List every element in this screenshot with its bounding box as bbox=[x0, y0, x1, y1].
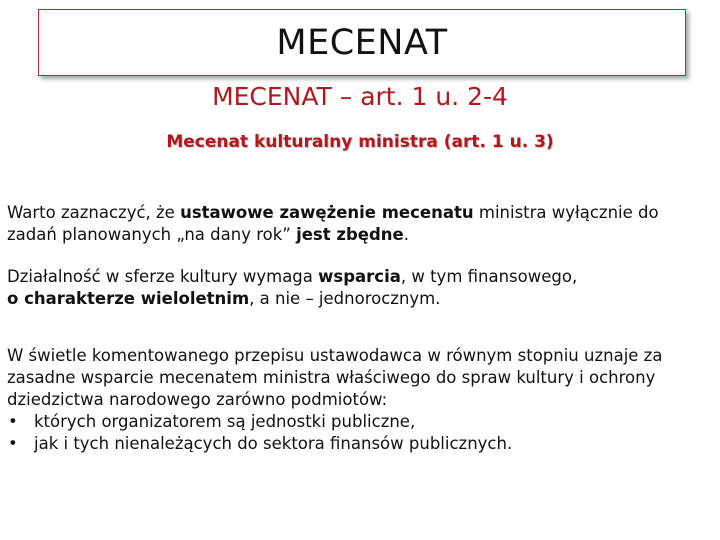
paragraph-2-bold-a: wsparcia bbox=[318, 267, 401, 286]
paragraph-2-bold-b: o charakterze wieloletnim bbox=[7, 289, 250, 308]
paragraph-2-text-c: , a nie – jednorocznym. bbox=[249, 289, 441, 308]
bullet-icon: • bbox=[8, 434, 18, 453]
paragraph-3 bbox=[7, 345, 713, 455]
paragraph-2-text-a: Działalność w sferze kultury wymaga bbox=[7, 267, 319, 286]
bullet-text: których organizatorem są jednostki publiczne, bbox=[34, 412, 416, 431]
bullet-text: jak i tych nienależących do sektora finansów publicznych. bbox=[34, 434, 513, 453]
paragraph-1-text-a: Warto zaznaczyć, że bbox=[7, 203, 181, 222]
subtitle: MECENAT – art. 1 u. 2-4 bbox=[212, 82, 508, 111]
title-box bbox=[38, 9, 686, 76]
page-title: MECENAT bbox=[276, 22, 448, 63]
paragraph-1 bbox=[7, 202, 713, 246]
paragraph-3-text: W świetle komentowanego przepisu ustawodawca w równym stopniu uznaje za zasadne wsparcie mecenatem ministra właściwego do spraw kultury i ochrony dziedzictwa narodowego zarówno podmiotów: bbox=[7, 346, 663, 409]
paragraph-2 bbox=[7, 266, 713, 310]
paragraph-2-text-b: , w tym finansowego, bbox=[400, 267, 578, 286]
bullet-item bbox=[7, 433, 713, 455]
section-heading: Mecenat kulturalny ministra (art. 1 u. 3) bbox=[166, 132, 554, 152]
bullet-icon: • bbox=[8, 412, 18, 431]
bullet-list bbox=[7, 411, 713, 455]
paragraph-1-text-b: ministra wyłącznie do zadań planowanych „na dany rok” bbox=[7, 203, 659, 244]
paragraph-1-text-c: . bbox=[403, 225, 409, 244]
paragraph-1-bold-a: ustawowe zawężenie mecenatu bbox=[180, 203, 474, 222]
paragraph-1-bold-b: jest zbędne bbox=[296, 225, 404, 244]
bullet-item bbox=[7, 411, 713, 433]
